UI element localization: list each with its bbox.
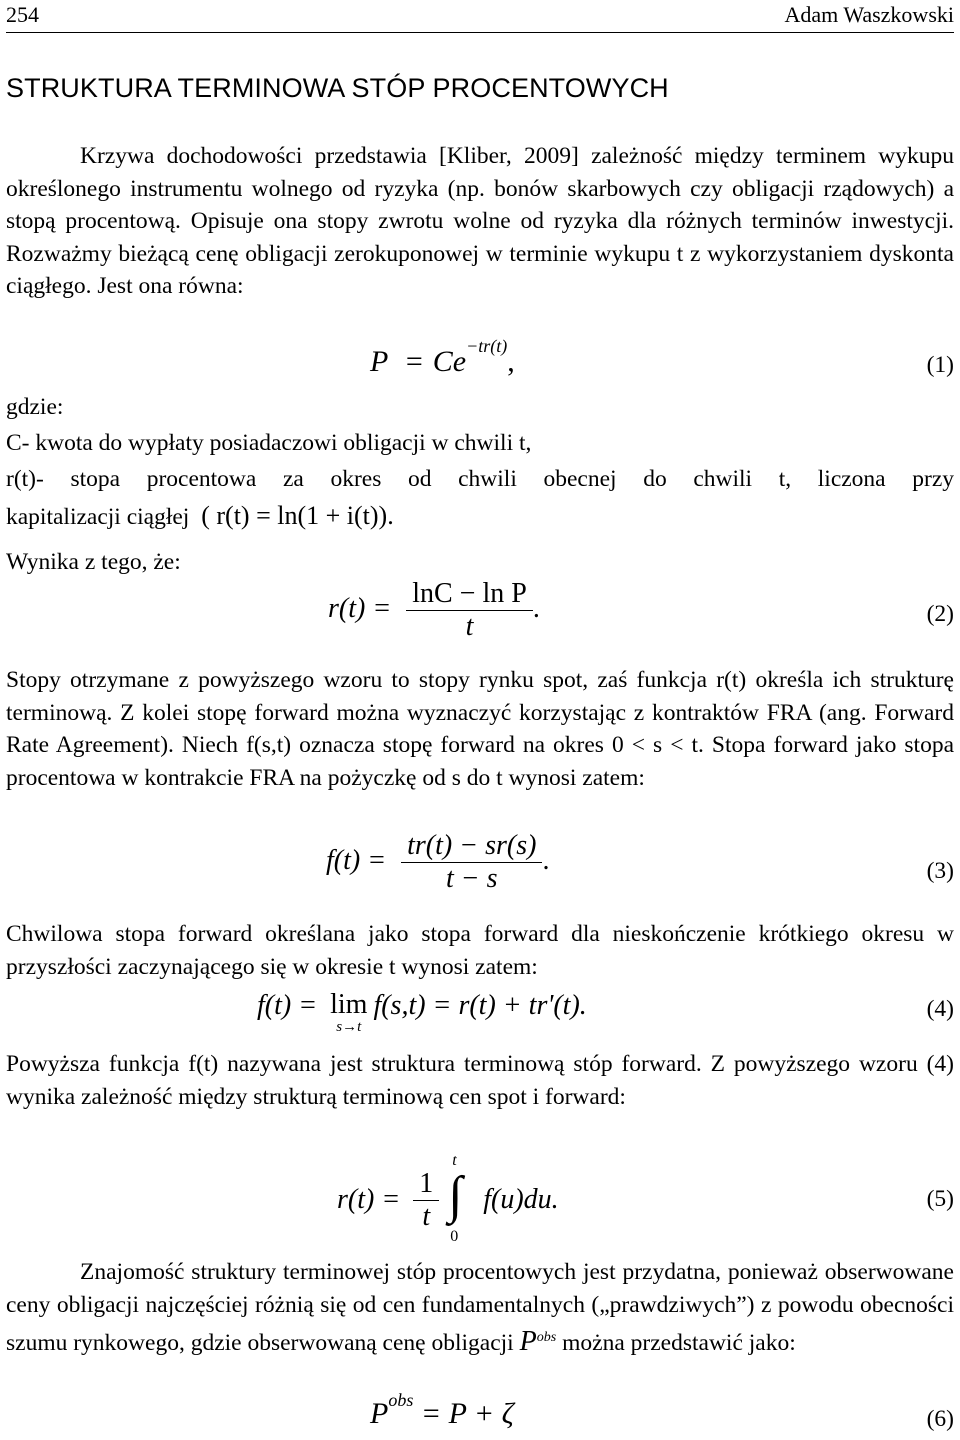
paragraph-forward-structure: Powyższa funkcja f(t) nazywana jest struktura terminową stóp forward. Z powyższego wzoru (4) wynika zależność między strukturą terminową cen spot i forward: [6,1051,954,1110]
eq4-rhs: f(s,t) = r(t) + tr'(t). [373,990,587,1021]
equation-1 [370,336,515,379]
eq5-lower-limit: 0 [450,1228,459,1245]
eq1-lhs: P [370,345,389,378]
eq4-lhs: f(t) = [257,990,318,1021]
paragraph-instantaneous-forward: Chwilowa stopa forward określana jako stopa forward dla nieskończenie krótkiego okresu w przyszłości zaczynającego się w okresie t wynosi zatem: [6,921,954,980]
equation-number-2: (2) [926,601,954,627]
page-number: 254 [6,2,39,27]
eq3-lhs: f(t) = [326,844,387,876]
definition-r-formula: ( r(t) = ln(1 + i(t)). [201,501,394,530]
eq5-frac-denominator: t [413,1200,439,1233]
eq3-trail: . [542,844,550,876]
follows-label: Wynika z tego, że: [6,549,181,575]
section-title: STRUKTURA TERMINOWA STÓP PROCENTOWYCH [6,73,669,103]
eq1-equals: = [405,345,423,378]
observed-price-sup: obs [536,1329,557,1346]
eq6-rhs: = P + ζ [420,1397,514,1430]
header-author: Adam Waszkowski [784,2,954,27]
equation-number-1: (1) [926,352,954,378]
equation-4 [257,990,587,1034]
eq2-lhs: r(t) = [328,592,392,624]
eq5-integral [446,1152,476,1245]
equation-6 [370,1390,514,1431]
eq1-trail: , [507,345,515,378]
eq5-fraction [413,1168,439,1233]
paragraph-observed-text: Znajomość struktury terminowej stóp procentowych jest przydatna, ponieważ obserwowane ceny obligacji najczęściej różnią się od cen fundamentalnych („prawdziwych”) z powodu obecności szumu rynkowego, gdzie obserwowaną cenę obligacji [6,1259,954,1357]
eq2-numerator: lnC − ln P [412,578,527,609]
eq2-denominator: t [406,610,533,643]
eq6-lhs: P [370,1397,389,1430]
equation-number-6: (6) [926,1406,954,1432]
definition-c: C- kwota do wypłaty posiadaczowi obligacji w chwili t, [6,430,532,456]
where-label: gdzie: [6,394,64,420]
eq5-integral-sign: ∫ [448,1167,463,1224]
paragraph-spot-forward: Stopy otrzymane z powyższego wzoru to stopy rynku spot, zaś funkcja r(t) określa ich strukturę terminową. Z kolei stopę forward można wyznaczyć korzystając z kontraktów FRA (ang. Forward Rate Agreement). Niech f(s,t) oznacza stopę forward na okres 0 < s < t. Stopa forward jako stopa procentowa w kontrakcie FRA na pożyczkę od s do t wynosi zatem: [6,667,954,791]
eq5-frac-numerator: 1 [419,1167,434,1199]
paragraph-intro: Krzywa dochodowości przedstawia [Kliber, 2009] zależność między terminem wykupu określonego instrumentu wolnego od ryzyka (np. bonów skarbowych czy obligacji rządowych) a stopą procentową. Opisuje ona stopy zwrotu wolne od ryzyka dla różnych terminów inwestycji. Rozważmy bieżącą cenę obligacji zerokuponowej w terminie wykupu t z wykorzystaniem dyskonta ciągłego. Jest ona równa: [6,143,954,300]
definition-r-text: kapitalizacji ciągłej [6,504,190,530]
eq1-exponent: −tr(t) [466,336,508,356]
eq3-denominator: t − s [401,862,542,895]
eq6-sup: obs [388,1390,414,1410]
eq2-trail: . [532,592,540,624]
eq5-upper-limit: t [452,1152,457,1169]
observed-price-symbol: P [519,1326,537,1358]
equation-3 [326,830,549,895]
equation-number-3: (3) [926,858,954,884]
equation-2 [328,578,540,643]
eq5-integrand: f(u)du. [483,1184,559,1215]
eq4-lim-subscript: s→t [336,1019,362,1035]
equation-number-4: (4) [926,996,954,1022]
definition-r-line2 [6,500,394,533]
eq3-fraction [401,830,542,895]
running-header [6,0,954,33]
eq4-limit [330,990,367,1034]
definition-r: r(t)- stopa procentowa za okres od chwili obecnej do chwili t, liczona przy [6,466,954,492]
eq5-lhs: r(t) = [337,1184,401,1215]
eq1-rhs-base: Ce [432,345,467,378]
paragraph-observed-tail: można przedstawić jako: [562,1330,796,1357]
paragraph-observed-prices [6,1256,954,1360]
equation-number-5: (5) [926,1186,954,1212]
eq2-fraction [406,578,533,643]
eq4-lim-word: lim [330,989,368,1020]
eq3-numerator: tr(t) − sr(s) [407,830,537,861]
equation-5 [337,1152,559,1248]
